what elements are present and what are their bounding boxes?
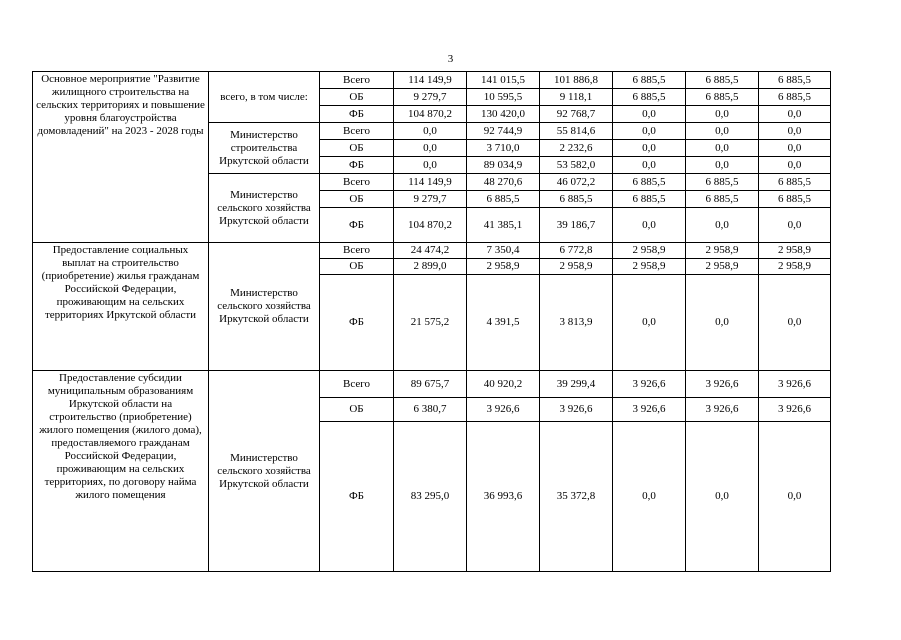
funding-source: ФБ — [320, 106, 394, 123]
amount-cell: 3 813,9 — [540, 275, 613, 371]
amount-cell: 0,0 — [394, 157, 467, 174]
amount-cell: 3 926,6 — [759, 371, 831, 398]
amount-cell: 6 885,5 — [759, 174, 831, 191]
agency-cell: Министерство сельского хозяйства Иркутской области — [209, 243, 320, 371]
amount-cell: 0,0 — [613, 422, 686, 572]
amount-cell: 2 958,9 — [686, 259, 759, 275]
amount-cell: 0,0 — [686, 106, 759, 123]
agency-cell: Министерство сельского хозяйства Иркутской области — [209, 371, 320, 572]
amount-cell: 0,0 — [759, 275, 831, 371]
amount-cell: 6 885,5 — [686, 191, 759, 208]
table-row — [33, 243, 831, 259]
amount-cell: 46 072,2 — [540, 174, 613, 191]
amount-cell: 114 149,9 — [394, 174, 467, 191]
amount-cell: 35 372,8 — [540, 422, 613, 572]
amount-cell: 55 814,6 — [540, 123, 613, 140]
amount-cell: 104 870,2 — [394, 106, 467, 123]
amount-cell: 0,0 — [613, 123, 686, 140]
amount-cell: 41 385,1 — [467, 208, 540, 243]
amount-cell: 24 474,2 — [394, 243, 467, 259]
amount-cell: 3 926,6 — [686, 398, 759, 422]
amount-cell: 39 186,7 — [540, 208, 613, 243]
amount-cell: 0,0 — [686, 157, 759, 174]
amount-cell: 21 575,2 — [394, 275, 467, 371]
funding-source: ФБ — [320, 275, 394, 371]
amount-cell: 3 926,6 — [759, 398, 831, 422]
amount-cell: 36 993,6 — [467, 422, 540, 572]
amount-cell: 10 595,5 — [467, 89, 540, 106]
page-number: 3 — [447, 53, 454, 65]
amount-cell: 114 149,9 — [394, 72, 467, 89]
amount-cell: 83 295,0 — [394, 422, 467, 572]
amount-cell: 0,0 — [686, 208, 759, 243]
amount-cell: 2 958,9 — [613, 243, 686, 259]
agency-cell: Министерство строительства Иркутской области — [209, 123, 320, 174]
amount-cell: 48 270,6 — [467, 174, 540, 191]
amount-cell: 141 015,5 — [467, 72, 540, 89]
amount-cell: 6 885,5 — [613, 191, 686, 208]
amount-cell: 0,0 — [613, 140, 686, 157]
measure-description: Предоставление субсидии муниципальным образованиям Иркутской области на строительство (приобретение) жилого помещения (жилого дома), предоставляемого гражданам Российской Федерации, проживающим на сельских территориях, по договору найма жилого помещения — [33, 371, 209, 572]
amount-cell: 0,0 — [686, 140, 759, 157]
amount-cell: 9 118,1 — [540, 89, 613, 106]
amount-cell: 9 279,7 — [394, 191, 467, 208]
agency-cell: Министерство сельского хозяйства Иркутской области — [209, 174, 320, 243]
amount-cell: 3 926,6 — [686, 371, 759, 398]
amount-cell: 0,0 — [759, 422, 831, 572]
funding-source: Всего — [320, 174, 394, 191]
amount-cell: 0,0 — [613, 208, 686, 243]
amount-cell: 2 958,9 — [759, 243, 831, 259]
funding-source: ОБ — [320, 398, 394, 422]
amount-cell: 89 675,7 — [394, 371, 467, 398]
amount-cell: 6 772,8 — [540, 243, 613, 259]
amount-cell: 2 958,9 — [759, 259, 831, 275]
amount-cell: 3 926,6 — [613, 371, 686, 398]
amount-cell: 6 885,5 — [467, 191, 540, 208]
amount-cell: 0,0 — [394, 123, 467, 140]
amount-cell: 6 885,5 — [759, 191, 831, 208]
amount-cell: 130 420,0 — [467, 106, 540, 123]
amount-cell: 2 232,6 — [540, 140, 613, 157]
amount-cell: 53 582,0 — [540, 157, 613, 174]
amount-cell: 0,0 — [759, 157, 831, 174]
amount-cell: 6 885,5 — [613, 89, 686, 106]
funding-source: Всего — [320, 243, 394, 259]
amount-cell: 6 885,5 — [613, 72, 686, 89]
amount-cell: 6 885,5 — [540, 191, 613, 208]
amount-cell: 104 870,2 — [394, 208, 467, 243]
amount-cell: 89 034,9 — [467, 157, 540, 174]
amount-cell: 92 744,9 — [467, 123, 540, 140]
amount-cell: 3 926,6 — [467, 398, 540, 422]
amount-cell: 40 920,2 — [467, 371, 540, 398]
funding-source: Всего — [320, 72, 394, 89]
measure-description: Предоставление социальных выплат на строительство (приобретение) жилья гражданам Российской Федерации, проживающим на сельских территориях Иркутской области — [33, 243, 209, 371]
amount-cell: 0,0 — [394, 140, 467, 157]
amount-cell: 3 710,0 — [467, 140, 540, 157]
amount-cell: 0,0 — [613, 106, 686, 123]
funding-source: Всего — [320, 371, 394, 398]
funding-source: Всего — [320, 123, 394, 140]
amount-cell: 3 926,6 — [540, 398, 613, 422]
amount-cell: 3 926,6 — [613, 398, 686, 422]
funding-table — [32, 71, 831, 572]
amount-cell: 101 886,8 — [540, 72, 613, 89]
table-row — [33, 72, 831, 89]
amount-cell: 92 768,7 — [540, 106, 613, 123]
amount-cell: 0,0 — [759, 140, 831, 157]
amount-cell: 7 350,4 — [467, 243, 540, 259]
amount-cell: 4 391,5 — [467, 275, 540, 371]
amount-cell: 0,0 — [759, 208, 831, 243]
amount-cell: 2 899,0 — [394, 259, 467, 275]
amount-cell: 6 885,5 — [759, 89, 831, 106]
agency-cell: всего, в том числе: — [209, 72, 320, 123]
funding-source: ОБ — [320, 89, 394, 106]
amount-cell: 6 885,5 — [759, 72, 831, 89]
funding-source: ОБ — [320, 140, 394, 157]
amount-cell: 39 299,4 — [540, 371, 613, 398]
amount-cell: 2 958,9 — [540, 259, 613, 275]
amount-cell: 2 958,9 — [686, 243, 759, 259]
amount-cell: 0,0 — [686, 275, 759, 371]
funding-source: ОБ — [320, 191, 394, 208]
amount-cell: 0,0 — [686, 123, 759, 140]
funding-source: ФБ — [320, 422, 394, 572]
amount-cell: 9 279,7 — [394, 89, 467, 106]
amount-cell: 6 885,5 — [686, 174, 759, 191]
funding-source: ФБ — [320, 208, 394, 243]
amount-cell: 0,0 — [759, 123, 831, 140]
funding-source: ОБ — [320, 259, 394, 275]
amount-cell: 6 380,7 — [394, 398, 467, 422]
amount-cell: 2 958,9 — [467, 259, 540, 275]
amount-cell: 6 885,5 — [686, 89, 759, 106]
amount-cell: 0,0 — [759, 106, 831, 123]
amount-cell: 2 958,9 — [613, 259, 686, 275]
amount-cell: 0,0 — [613, 275, 686, 371]
amount-cell: 0,0 — [686, 422, 759, 572]
amount-cell: 0,0 — [613, 157, 686, 174]
amount-cell: 6 885,5 — [686, 72, 759, 89]
measure-description: Основное мероприятие "Развитие жилищного строительства на сельских территориях и повышение уровня благоустройства домовладений" на 2023 - 2028 годы — [33, 72, 209, 243]
funding-source: ФБ — [320, 157, 394, 174]
amount-cell: 6 885,5 — [613, 174, 686, 191]
table-row — [33, 371, 831, 398]
